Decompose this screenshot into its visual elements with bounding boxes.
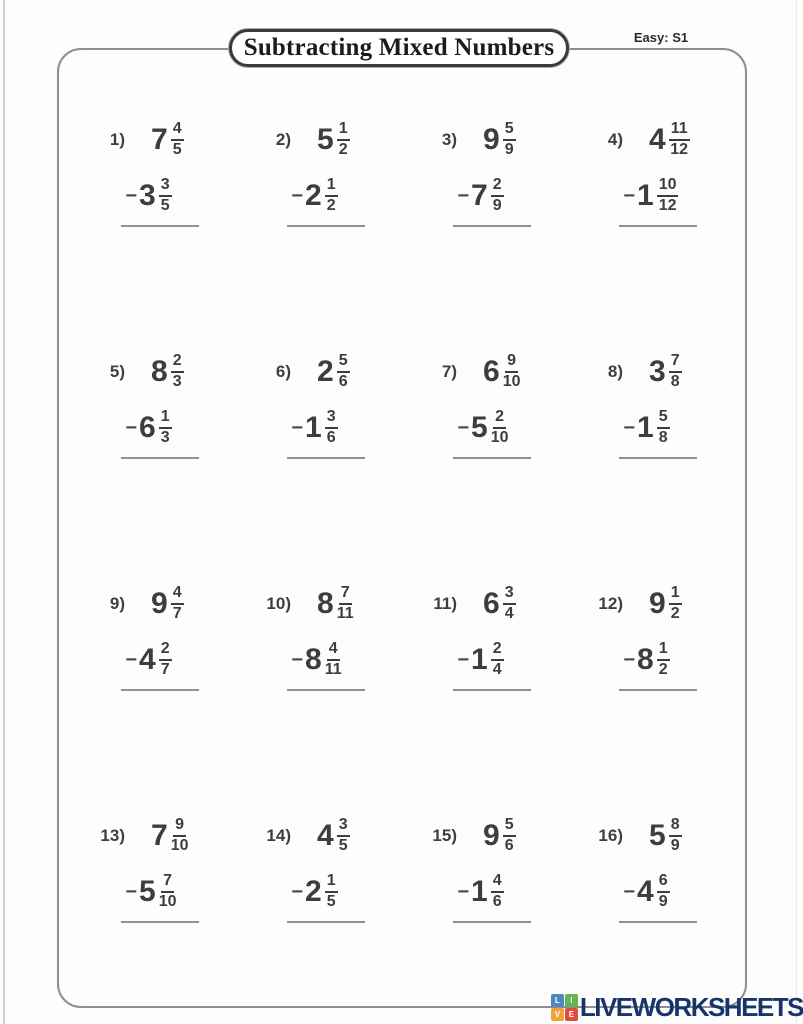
subtrahend-numerator: 2 [493, 409, 506, 429]
minuend-denominator: 7 [172, 605, 182, 622]
minuend [317, 585, 354, 623]
minuend-fraction [669, 353, 682, 391]
subtrahend-numerator: 3 [159, 177, 172, 197]
minus-sign: − [457, 184, 469, 207]
subtrahend [305, 873, 338, 911]
subtrahend-fraction [657, 177, 679, 215]
minuend-numerator: 9 [173, 817, 186, 837]
subtrahend-fraction [491, 177, 504, 215]
subtrahend [305, 641, 342, 679]
answer-line[interactable] [121, 225, 199, 227]
minuend-whole: 8 [151, 355, 168, 388]
problem-number: 6) [275, 362, 291, 381]
minuend-whole: 6 [483, 355, 500, 388]
minuend-numerator: 11 [669, 121, 690, 141]
minuend-row [85, 814, 245, 858]
minuend-numerator: 5 [503, 817, 516, 837]
minus-sign: − [457, 648, 469, 671]
problem [417, 582, 577, 691]
subtrahend [139, 641, 172, 679]
minuend-fraction [669, 817, 682, 855]
minuend-row [85, 350, 245, 394]
answer-line[interactable] [453, 225, 531, 227]
minuend-numerator: 8 [669, 817, 682, 837]
answer-line[interactable] [453, 689, 531, 691]
subtrahend [139, 873, 176, 911]
problem-number: 16) [598, 826, 623, 845]
subtrahend-row [583, 174, 743, 218]
minuend-numerator: 4 [171, 585, 184, 605]
problem-number: 13) [100, 826, 125, 845]
problem-number: 11) [433, 594, 457, 613]
problem [251, 814, 411, 923]
answer-line[interactable] [619, 457, 697, 459]
logo-tiles-icon [551, 994, 578, 1021]
minuend-numerator: 7 [669, 353, 682, 373]
problem [583, 814, 743, 923]
minuend-whole: 4 [317, 819, 334, 852]
problem-number: 12) [598, 594, 623, 613]
minuend-numerator: 3 [503, 585, 516, 605]
subtrahend-numerator: 10 [657, 177, 679, 197]
problem [85, 350, 245, 459]
minus-sign: − [457, 416, 469, 439]
minuend [151, 817, 188, 855]
minuend [649, 121, 690, 159]
minuend-fraction [171, 817, 189, 855]
subtrahend-denominator: 5 [160, 197, 170, 214]
problem [251, 582, 411, 691]
minuend-numerator: 5 [503, 121, 516, 141]
logo-tile-i: I [565, 994, 578, 1007]
minuend [151, 353, 184, 391]
minuend [483, 817, 516, 855]
minuend-numerator: 2 [171, 353, 184, 373]
subtrahend-whole: 1 [305, 411, 322, 444]
subtrahend-fraction [325, 409, 338, 447]
answer-line[interactable] [121, 689, 199, 691]
minuend-fraction [171, 353, 184, 391]
minuend-numerator: 9 [505, 353, 518, 373]
minuend-denominator: 11 [336, 605, 354, 622]
subtrahend-numerator: 3 [325, 409, 338, 429]
minuend-fraction [171, 585, 184, 623]
subtrahend-denominator: 11 [324, 661, 342, 678]
problem-number: 1) [109, 130, 125, 149]
minuend [483, 585, 516, 623]
answer-line[interactable] [619, 921, 697, 923]
minuend-row [251, 582, 411, 626]
minuend-whole: 3 [649, 355, 666, 388]
subtrahend-numerator: 1 [325, 177, 338, 197]
subtrahend [139, 177, 172, 215]
subtrahend-row [85, 174, 245, 218]
subtrahend [637, 409, 670, 447]
problem [251, 350, 411, 459]
problem-number: 10) [266, 594, 291, 613]
minus-sign: − [125, 880, 137, 903]
minus-sign: − [291, 184, 303, 207]
subtrahend [637, 177, 678, 215]
minuend [151, 585, 184, 623]
minuend-denominator: 2 [338, 141, 348, 158]
minuend-whole: 5 [317, 123, 334, 156]
subtrahend-row [85, 406, 245, 450]
minuend [317, 121, 350, 159]
subtrahend-fraction [491, 873, 504, 911]
minuend-whole: 9 [649, 587, 666, 620]
subtrahend-row [417, 870, 577, 914]
subtrahend-whole: 1 [471, 643, 488, 676]
minuend-row [251, 350, 411, 394]
minuend-fraction [503, 353, 521, 391]
subtrahend-fraction [159, 641, 172, 679]
subtrahend-row [251, 174, 411, 218]
minuend-row [583, 350, 743, 394]
logo-tile-e: E [565, 1008, 578, 1021]
subtrahend [471, 409, 508, 447]
subtrahend-fraction [325, 177, 338, 215]
subtrahend-numerator: 1 [657, 641, 670, 661]
minus-sign: − [125, 184, 137, 207]
subtrahend-numerator: 4 [327, 641, 340, 661]
answer-line[interactable] [121, 457, 199, 459]
minuend-denominator: 6 [504, 837, 514, 854]
minuend-row [583, 814, 743, 858]
subtrahend-row [583, 638, 743, 682]
subtrahend-whole: 4 [637, 875, 654, 908]
minuend-whole: 8 [317, 587, 334, 620]
problem-number: 2) [275, 130, 291, 149]
problem-number: 4) [607, 130, 623, 149]
subtrahend-whole: 7 [471, 179, 488, 212]
subtrahend-numerator: 7 [161, 873, 174, 893]
minuend-row [85, 118, 245, 162]
subtrahend-whole: 2 [305, 875, 322, 908]
subtrahend-fraction [657, 873, 670, 911]
minus-sign: − [291, 880, 303, 903]
subtrahend-fraction [491, 641, 504, 679]
subtrahend-whole: 1 [637, 411, 654, 444]
minuend-whole: 9 [483, 123, 500, 156]
minuend-numerator: 7 [339, 585, 352, 605]
subtrahend-denominator: 6 [326, 429, 336, 446]
minus-sign: − [623, 880, 635, 903]
minus-sign: − [125, 648, 137, 671]
subtrahend-denominator: 9 [658, 893, 668, 910]
minuend-numerator: 1 [669, 585, 682, 605]
subtrahend [637, 873, 670, 911]
minuend-fraction [503, 121, 516, 159]
minuend-fraction [503, 585, 516, 623]
subtrahend-fraction [159, 873, 177, 911]
subtrahend-numerator: 2 [491, 177, 504, 197]
answer-line[interactable] [453, 457, 531, 459]
subtrahend-whole: 8 [305, 643, 322, 676]
minus-sign: − [623, 184, 635, 207]
minuend-numerator: 3 [337, 817, 350, 837]
subtrahend-row [417, 638, 577, 682]
subtrahend-denominator: 2 [326, 197, 336, 214]
subtrahend [471, 641, 504, 679]
minus-sign: − [291, 416, 303, 439]
problem [583, 118, 743, 227]
subtrahend-numerator: 1 [325, 873, 338, 893]
problem [417, 118, 577, 227]
minuend-fraction [337, 353, 350, 391]
subtrahend-denominator: 3 [160, 429, 170, 446]
subtrahend-row [85, 638, 245, 682]
minuend-denominator: 8 [670, 373, 680, 390]
answer-line[interactable] [287, 457, 365, 459]
logo-tile-v: V [551, 1008, 564, 1021]
subtrahend-whole: 3 [139, 179, 156, 212]
minuend-row [417, 814, 577, 858]
minuend [483, 353, 520, 391]
problem-number: 9) [109, 594, 125, 613]
answer-line[interactable] [287, 689, 365, 691]
minus-sign: − [291, 648, 303, 671]
minuend-whole: 2 [317, 355, 334, 388]
subtrahend-row [583, 870, 743, 914]
minus-sign: − [125, 416, 137, 439]
minuend-numerator: 5 [337, 353, 350, 373]
minus-sign: − [623, 648, 635, 671]
subtrahend [471, 873, 504, 911]
subtrahend-row [251, 406, 411, 450]
minuend [649, 585, 682, 623]
logo-text: LIVEWORKSHEETS [579, 991, 803, 1022]
problem [583, 582, 743, 691]
minuend-denominator: 12 [670, 141, 689, 158]
problem [85, 118, 245, 227]
subtrahend-denominator: 5 [326, 893, 336, 910]
problem [417, 814, 577, 923]
subtrahend-numerator: 2 [491, 641, 504, 661]
minuend-denominator: 10 [502, 373, 521, 390]
minuend-denominator: 5 [338, 837, 348, 854]
minuend-denominator: 6 [338, 373, 348, 390]
problem [417, 350, 577, 459]
subtrahend-row [251, 870, 411, 914]
subtrahend-row [251, 638, 411, 682]
minuend [649, 817, 682, 855]
problem [85, 582, 245, 691]
subtrahend-numerator: 5 [657, 409, 670, 429]
answer-line[interactable] [121, 921, 199, 923]
difficulty-label: Easy: S1 [633, 30, 689, 45]
minuend-whole: 4 [649, 123, 666, 156]
problem [251, 118, 411, 227]
minuend-denominator: 9 [670, 837, 680, 854]
minus-sign: − [623, 416, 635, 439]
subtrahend-denominator: 12 [658, 197, 677, 214]
minuend-row [417, 118, 577, 162]
subtrahend [637, 641, 670, 679]
subtrahend-denominator: 7 [160, 661, 170, 678]
minuend-whole: 7 [151, 123, 168, 156]
subtrahend-whole: 4 [139, 643, 156, 676]
minuend-denominator: 4 [504, 605, 514, 622]
problem-number: 5) [109, 362, 125, 381]
minuend-fraction [337, 817, 350, 855]
minuend-fraction [337, 585, 354, 623]
subtrahend-numerator: 4 [491, 873, 504, 893]
minuend-whole: 7 [151, 819, 168, 852]
problem [85, 814, 245, 923]
minuend [317, 353, 350, 391]
subtrahend-whole: 6 [139, 411, 156, 444]
subtrahend-numerator: 1 [159, 409, 172, 429]
minuend-denominator: 2 [670, 605, 680, 622]
answer-line[interactable] [287, 921, 365, 923]
minuend-row [85, 582, 245, 626]
subtrahend-denominator: 6 [492, 893, 502, 910]
minuend-fraction [669, 585, 682, 623]
subtrahend-row [417, 174, 577, 218]
minuend-numerator: 1 [337, 121, 350, 141]
subtrahend-fraction [491, 409, 509, 447]
answer-line[interactable] [453, 921, 531, 923]
minuend-fraction [669, 121, 690, 159]
minuend-fraction [503, 817, 516, 855]
minuend-row [417, 350, 577, 394]
minuend [483, 121, 516, 159]
subtrahend [471, 177, 504, 215]
minuend-row [251, 814, 411, 858]
minuend-denominator: 9 [504, 141, 514, 158]
subtrahend [305, 177, 338, 215]
subtrahend-denominator: 10 [158, 893, 177, 910]
minuend-denominator: 3 [172, 373, 182, 390]
minuend-row [583, 582, 743, 626]
subtrahend-fraction [159, 409, 172, 447]
subtrahend-row [583, 406, 743, 450]
problem-number: 3) [441, 130, 457, 149]
subtrahend-numerator: 6 [657, 873, 670, 893]
minuend-denominator: 10 [170, 837, 189, 854]
worksheet-title: Subtracting Mixed Numbers [243, 34, 555, 61]
problem-number: 15) [432, 826, 457, 845]
subtrahend-denominator: 9 [492, 197, 502, 214]
subtrahend-fraction [325, 873, 338, 911]
minus-sign: − [457, 880, 469, 903]
minuend-row [251, 118, 411, 162]
answer-line[interactable] [287, 225, 365, 227]
minuend-whole: 9 [483, 819, 500, 852]
worksheet-title-box [229, 29, 569, 67]
minuend-whole: 6 [483, 587, 500, 620]
minuend-fraction [337, 121, 350, 159]
subtrahend-whole: 1 [471, 875, 488, 908]
minuend-fraction [171, 121, 184, 159]
minuend-numerator: 4 [171, 121, 184, 141]
minuend-row [583, 118, 743, 162]
answer-line[interactable] [619, 689, 697, 691]
problem [583, 350, 743, 459]
problem-number: 7) [441, 362, 457, 381]
subtrahend [305, 409, 338, 447]
subtrahend-denominator: 10 [490, 429, 509, 446]
subtrahend-fraction [325, 641, 342, 679]
logo-tile-l: L [551, 994, 564, 1007]
minuend [151, 121, 184, 159]
subtrahend-denominator: 4 [492, 661, 502, 678]
minuend-whole: 5 [649, 819, 666, 852]
problem-number: 14) [266, 826, 291, 845]
minuend-denominator: 5 [172, 141, 182, 158]
liveworksheets-logo [551, 992, 803, 1022]
minuend-row [417, 582, 577, 626]
subtrahend-whole: 8 [637, 643, 654, 676]
subtrahend-denominator: 2 [658, 661, 668, 678]
subtrahend-row [417, 406, 577, 450]
subtrahend-whole: 5 [139, 875, 156, 908]
subtrahend-fraction [159, 177, 172, 215]
problem-number: 8) [607, 362, 623, 381]
subtrahend [139, 409, 172, 447]
subtrahend-whole: 1 [637, 179, 654, 212]
subtrahend-row [85, 870, 245, 914]
subtrahend-fraction [657, 409, 670, 447]
subtrahend-fraction [657, 641, 670, 679]
subtrahend-numerator: 2 [159, 641, 172, 661]
subtrahend-whole: 2 [305, 179, 322, 212]
subtrahend-denominator: 8 [658, 429, 668, 446]
subtrahend-whole: 5 [471, 411, 488, 444]
minuend-whole: 9 [151, 587, 168, 620]
minuend [317, 817, 350, 855]
answer-line[interactable] [619, 225, 697, 227]
minuend [649, 353, 682, 391]
